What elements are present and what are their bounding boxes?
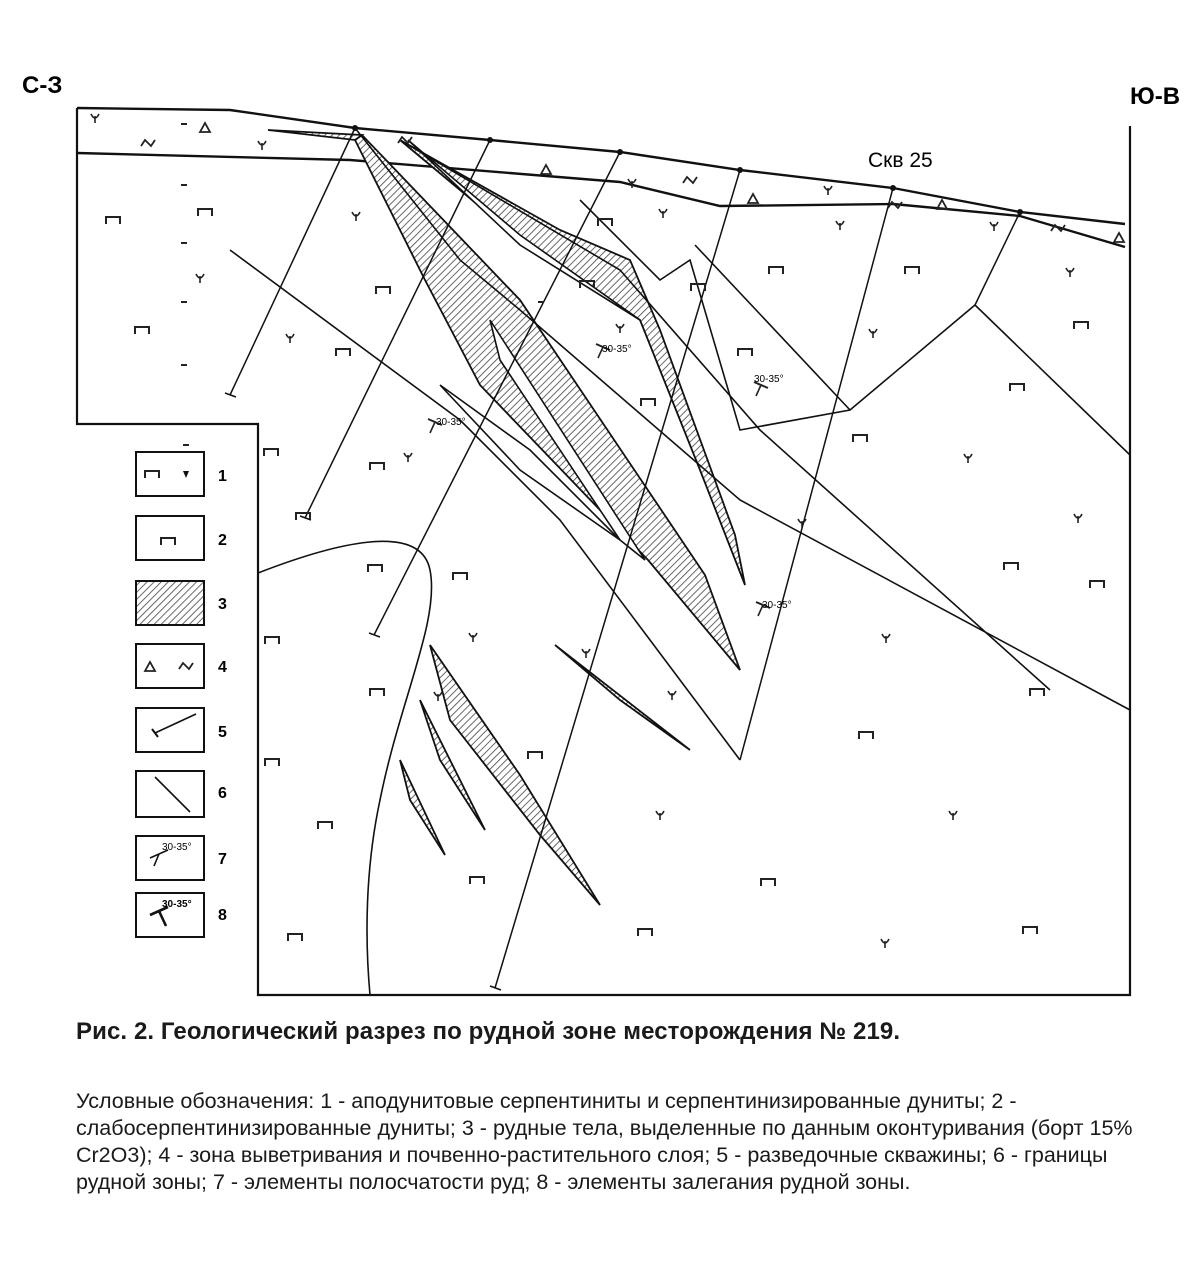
legend-number-1: 1 — [218, 468, 227, 485]
se-direction-label: Ю-В — [1130, 83, 1181, 110]
legend-number-5: 5 — [218, 724, 227, 741]
legend-number-2: 2 — [218, 532, 227, 549]
legend-item-3 — [136, 581, 227, 625]
dunite-symbols — [106, 209, 1104, 941]
legend-number-3: 3 — [218, 596, 227, 613]
legend-number-8: 8 — [218, 907, 227, 924]
legend-number-7: 7 — [218, 851, 227, 868]
nw-direction-label: С-З — [22, 72, 63, 99]
legend-item-4 — [136, 644, 227, 688]
figure-caption: Рис. 2. Геологический разрез по рудной зоне месторождения № 219. — [76, 1018, 901, 1045]
legend-label-8: 30-35° — [162, 899, 192, 910]
ground-surface — [77, 108, 1125, 247]
legend-label-7: 30-35° — [162, 842, 192, 853]
section-outline — [77, 108, 1130, 995]
dip-label-4: 30-35° — [762, 600, 792, 611]
dip-label-2: 30-35° — [602, 344, 632, 355]
legend-item-6 — [136, 771, 227, 817]
legend-item-1 — [136, 452, 227, 496]
well-label: Скв 25 — [868, 149, 933, 172]
dip-label-3: 30-35° — [754, 374, 784, 385]
legend-item-5 — [136, 708, 227, 752]
ore-bodies — [268, 130, 745, 905]
dip-label-1: 30-35° — [436, 417, 466, 428]
legend-number-6: 6 — [218, 785, 227, 802]
legend — [136, 452, 227, 937]
legend-item-7 — [136, 836, 227, 880]
legend-number-4: 4 — [218, 659, 227, 676]
legend-description: Условные обозначения: 1 - аподунитовые серпентиниты и серпентинизированные дуниты; 2 - слабосерпентинизированные дуниты; 3 - рудные тела, выделенные по данным оконтуривания (борт 15% Cr2O3); 4 - зона выветривания и почвенно-растительного слоя; 5 - разведочные скважины; 6 - границы рудной зоны; 7 - элементы полосчатости руд; 8 - элементы залегания рудной зоны. — [76, 1089, 1133, 1194]
legend-item-8 — [136, 893, 227, 937]
legend-item-2 — [136, 516, 227, 560]
